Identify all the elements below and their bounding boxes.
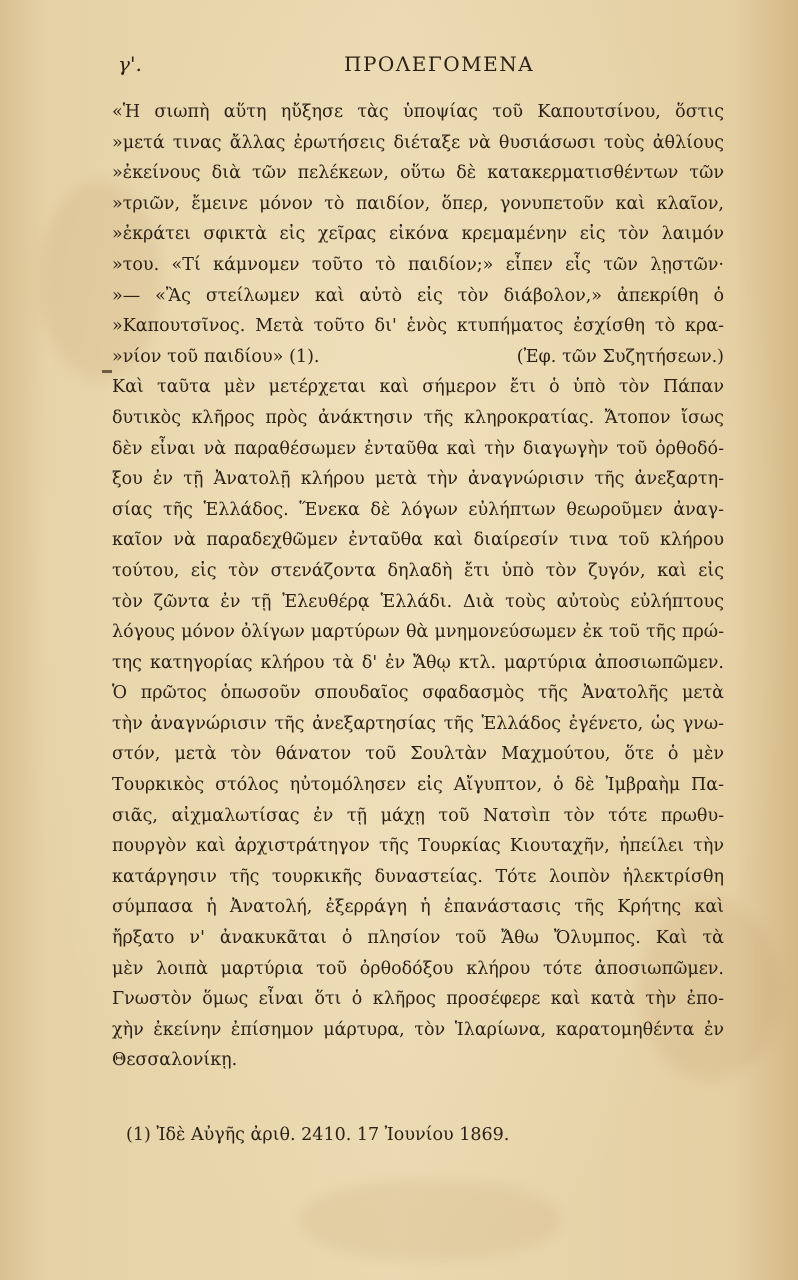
- footnote: (1) Ἰδὲ Αὐγῆς ἀριθ. 2410. 17 Ἰουνίου 1869.: [126, 1125, 510, 1145]
- text-line: σίας τῆς Ἑλλάδος. Ἕνεκα δὲ λόγων εὐλήπτων θεωροῦμεν ἀναγ-: [112, 499, 724, 520]
- page-header: [0, 52, 798, 82]
- text-line: καῖον νὰ παραδεχθῶμεν ἐνταῦθα καὶ διαίρεσίν τινα τοῦ κλήρου: [112, 530, 724, 551]
- text-line: »τριῶν, ἔμεινε μόνον τὸ παιδίον, ὅπερ, γονυπετοῦν καὶ κλαῖον,: [112, 193, 724, 214]
- body-text: [112, 97, 724, 1076]
- paper-stain: [300, 1180, 560, 1260]
- text-line: «Ἡ σιωπὴ αὕτη ηὔξησε τὰς ὑποψίας τοῦ Καπουτσίνου, ὅστις: [112, 102, 724, 122]
- text-line: ἤρξατο ν' ἀνακυκᾶται ὁ πλησίον τοῦ Ἄθω Ὄλυμπος. Καὶ τὰ: [112, 928, 724, 949]
- text-line: χὴν ἐκείνην ἐπίσημον μάρτυρα, τὸν Ἱλαρίωνα, καρατομηθέντα ἐν: [112, 1019, 724, 1040]
- text-line: ξου ἐν τῇ Ἀνατολῇ κλήρου μετὰ τὴν ἀναγνώρισιν τῆς ἀνεξαρτη-: [112, 469, 724, 490]
- text-line: πουργὸν καὶ ἀρχιστράτηγον τῆς Τουρκίας Κιουταχῆν, ἠπείλει τὴν: [112, 836, 724, 857]
- text-line: Ὁ πρῶτος ὁπωσοῦν σπουδαῖος σφαδασμὸς τῆς Ἀνατολῆς μετὰ: [112, 683, 724, 704]
- text-line: σύμπασα ἡ Ἀνατολή, ἐξερράγη ἡ ἐπανάστασις τῆς Κρήτης καὶ: [112, 897, 724, 918]
- page-number: γ'.: [118, 52, 142, 76]
- margin-mark: [102, 370, 112, 373]
- text-line: Γνωστὸν ὅμως εἶναι ὅτι ὁ κλῆρος προσέφερε καὶ κατὰ τὴν ἐπο-: [112, 989, 724, 1010]
- text-line: »ἐκείνους διὰ τῶν πελέκεων, οὕτω δὲ κατακερματισθέντων τῶν: [112, 163, 724, 184]
- text-line: δυτικὸς κλῆρος πρὸς ἀνάκτησιν τῆς κληροκρατίας. Ἄτοπον ἴσως: [112, 407, 724, 428]
- text-line: Θεσσαλονίκῃ.: [112, 1050, 238, 1071]
- text-line: Τουρκικὸς στόλος ηὐτομόλησεν εἰς Αἴγυπτον, ὁ δὲ Ἰμβραὴμ Πα-: [112, 775, 724, 796]
- text-line: κατάργησιν τῆς τουρκικῆς δυναστείας. Τότε λοιπὸν ἠλεκτρίσθη: [112, 866, 724, 887]
- text-line: στόν, μετὰ τὸν θάνατον τοῦ Σουλτὰν Μαχμούτου, ὅτε ὁ μὲν: [112, 744, 724, 765]
- running-title: ΠΡΟΛΕΓΟΜΕΝΑ: [344, 52, 535, 76]
- text-line: δὲν εἶναι νὰ παραθέσωμεν ἐνταῦθα καὶ τὴν διαγωγὴν τοῦ ὀρθοδό-: [112, 438, 724, 459]
- text-line: σιᾶς, αἰχμαλωτίσας ἐν τῇ μάχῃ τοῦ Νατσὶπ τὸν τότε πρωθυ-: [112, 805, 724, 826]
- text-line: της κατηγορίας κλήρου τὰ δ' ἐν Ἄθῳ κτλ. μαρτύρια ἀποσιωπῶμεν.: [112, 652, 724, 673]
- text-line: »Καπουτσῖνος. Μετὰ τοῦτο δι' ἑνὸς κτυπήματος ἐσχίσθη τὸ κρα-: [112, 316, 724, 337]
- text-line: Καὶ ταῦτα μὲν μετέρχεται καὶ σήμερον ἔτι ὁ ὑπὸ τὸν Πάπαν: [112, 377, 724, 398]
- text-line: »του. «Τί κάμνομεν τοῦτο τὸ παιδίον;» εἶπεν εἷς τῶν λῃστῶν·: [112, 254, 724, 275]
- text-line: »νίον τοῦ παιδίου» (1). (Ἐφ. τῶν Συζητήσεων.): [112, 346, 724, 367]
- text-line: »μετά τινας ἄλλας ἐρωτήσεις διέταξε νὰ θυσιάσωσι τοὺς ἀθλίους: [112, 132, 724, 153]
- text-line: »— «Ἂς στείλωμεν καὶ αὐτὸ εἰς τὸν διάβολον,» ἀπεκρίθη ὁ: [112, 285, 724, 306]
- text-line: »ἐκράτει σφικτὰ εἰς χεῖρας εἰκόνα κρεμαμένην εἰς τὸν λαιμόν: [112, 224, 724, 245]
- text-line: λόγους μόνον ὀλίγων μαρτύρων θὰ μνημονεύσωμεν ἐκ τοῦ τῆς πρώ-: [112, 622, 724, 643]
- text-line: τὸν ζῶντα ἐν τῇ Ἐλευθέρᾳ Ἑλλάδι. Διὰ τοὺς αὐτοὺς εὐλήπτους: [112, 591, 724, 612]
- text-line: τὴν ἀναγνώρισιν τῆς ἀνεξαρτησίας τῆς Ἑλλάδος ἐγένετο, ὡς γνω-: [112, 713, 724, 734]
- text-line: μὲν λοιπὰ μαρτύρια τοῦ ὀρθοδόξου κλήρου τότε ἀποσιωπῶμεν.: [112, 958, 724, 979]
- text-line: τούτου, εἰς τὸν στενάζοντα δηλαδὴ ἔτι ὑπὸ τὸν ζυγόν, καὶ εἰς: [112, 560, 724, 581]
